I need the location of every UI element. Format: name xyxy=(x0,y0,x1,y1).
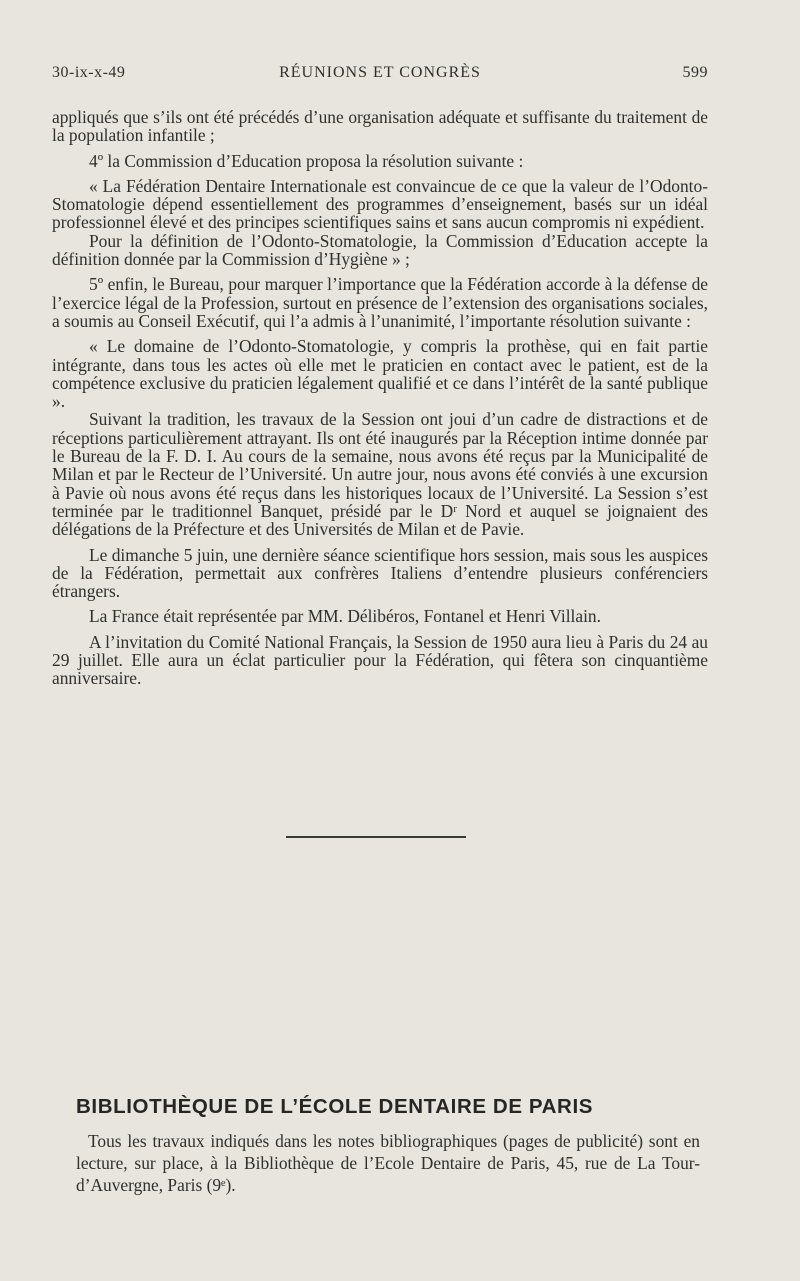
running-header xyxy=(52,64,708,84)
paragraph-continuation: appliqués que s’ils ont été précédés d’une organisation adéquate et suffisante du traitement de la population infantile ; xyxy=(52,107,708,146)
header-date: 30-ix-x-49 xyxy=(52,64,126,81)
page-number: 599 xyxy=(682,64,708,81)
library-heading: BIBLIOTHÈQUE DE L’ÉCOLE DENTAIRE DE PARIS xyxy=(76,1095,594,1118)
paragraph-item-5: 5º enfin, le Bureau, pour marquer l’importance que la Fédération accorde à la défense de l’exercice légal de la Profession, surtout en présence de l’extension des organisations sociales, a soumis au Conseil Exécutif, qui l’a admis à l’unanimité, l’importante résolution suivante : xyxy=(52,274,708,331)
paragraph-quote-education: « La Fédération Dentaire Internationale est convaincue de ce que la valeur de l’Odonto-Stomatologie dépend essentiellement des programmes d’enseignement, basés sur un idéal professionnel élevé et des principes scientifiques sains et sans aucun compromis ni expédient. xyxy=(52,175,708,233)
paragraph-definition: Pour la définition de l’Odonto-Stomatologie, la Commission d’Education accepte la définition donnée par la Commission d’Hygiène » ; xyxy=(52,230,708,270)
section-divider xyxy=(286,836,466,838)
library-text: Tous les travaux indiqués dans les notes bibliographiques (pages de publicité) sont en lecture, sur place, à la Bibliothèque de l’Ecole Dentaire de Paris, 45, rue de La Tour-d’Auvergne, Paris (9ᵉ). xyxy=(76,1131,700,1195)
paragraph-tradition: Suivant la tradition, les travaux de la Session ont joui d’un cadre de distractions et de réceptions particulièrement attrayant. Ils ont été inaugurés par la Réception intime donnée par le Bureau de la F. D. I. Au cours de la semaine, nous avons été reçus par la Municipalité de Milan et par le Recteur de l’Université. Un autre jour, nous avons été conviés à une excursion à Pavie où nous avons été reçus dans les historiques locaux de l’Université. La Session s’est terminée par le traditionnel Banquet, présidé par le Dʳ Nord et auquel se joignaient des délégations de la Préfecture et des Universités de Milan et de Pavie. xyxy=(52,409,708,540)
paragraph-item-4: 4º la Commission d’Education proposa la résolution suivante : xyxy=(89,150,524,171)
paragraph-invitation: A l’invitation du Comité National Français, la Session de 1950 aura lieu à Paris du 24 au 29 juillet. Elle aura un éclat particulier pour la Fédération, qui fêtera son cinquantième anniversaire. xyxy=(52,631,708,689)
header-section-title: RÉUNIONS ET CONGRÈS xyxy=(279,64,481,81)
paragraph-sunday: Le dimanche 5 juin, une dernière séance scientifique hors session, mais sous les auspices de la Fédération, permettait aux confrères Italiens d’entendre plusieurs conférenciers étrangers. xyxy=(52,544,708,602)
paragraph-quote-domain: « Le domaine de l’Odonto-Stomatologie, y compris la prothèse, qui en fait partie intégrante, dans tous les actes où elle met le praticien en contact avec le patient, est de la compétence exclusive du praticien légalement qualifié et ce dans l’intérêt de la santé publique ». xyxy=(52,336,708,412)
paragraph-france: La France était représentée par MM. Délibéros, Fontanel et Henri Villain. xyxy=(89,606,601,627)
article-body xyxy=(52,108,708,695)
